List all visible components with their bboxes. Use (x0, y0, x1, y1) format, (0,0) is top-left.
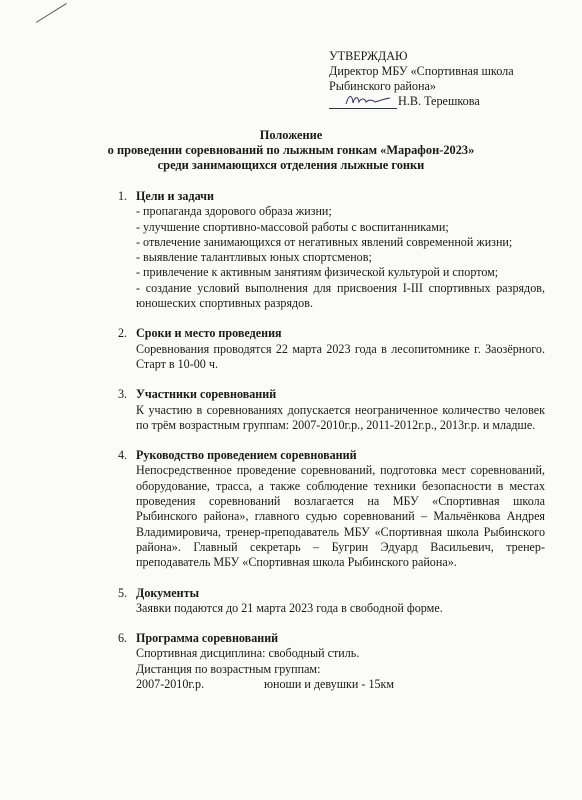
approval-organization: Рыбинского района» (329, 79, 436, 93)
section-title: Руководство проведением соревнований (136, 448, 357, 463)
section-number: 3. (118, 387, 128, 402)
sections (118, 189, 545, 707)
document-title (0, 128, 582, 173)
signature-row (329, 94, 569, 109)
section-documents (118, 586, 545, 617)
section-number: 1. (118, 189, 128, 203)
signature-line (329, 96, 397, 109)
handwritten-signature (343, 90, 393, 110)
section-title: Программа соревнований (136, 631, 279, 646)
signer-name: Н.В. Терешкова (398, 94, 480, 108)
list-item: - отвлечение занимающихся от негативных явлений современной жизни; (136, 234, 513, 249)
section-text: К участию в соревнованиях допускается неограниченное количество человек по трём возрастным группам: 2007-2010г.р., 2011-2012г.р., 2013г.р. и младше. (136, 402, 545, 432)
section-program (118, 631, 545, 692)
section-text: Заявки подаются до 21 марта 2023 года в свободной форме. (136, 600, 443, 615)
list-item: - привлечение к активным занятиям физической культурой и спортом; (136, 265, 499, 280)
program-group-row (136, 677, 545, 692)
section-participants (118, 387, 545, 433)
program-distance-heading: Дистанция по возрастным группам: (136, 661, 321, 676)
section-goals (118, 189, 545, 311)
approval-position: Директор МБУ «Спортивная школа (329, 64, 514, 78)
section-number: 4. (118, 448, 128, 463)
title-line-3: среди занимающихся отделения лыжные гонки (157, 158, 425, 172)
program-discipline: Спортивная дисциплина: свободный стиль. (136, 646, 360, 661)
pen-mark (36, 3, 67, 23)
section-title: Участники соревнований (136, 387, 277, 402)
section-title: Документы (136, 585, 200, 600)
approval-heading: УТВЕРЖДАЮ (329, 49, 408, 63)
section-dates (118, 326, 545, 372)
group-year: 2007-2010г.р. (136, 677, 205, 692)
list-item: - улучшение спортивно-массовой работы с воспитанниками; (136, 219, 449, 234)
section-management (118, 448, 545, 570)
list-item: - создание условий выполнения для присвоения I-III спортивных разрядов, юношеских спортивных разрядов. (136, 280, 545, 311)
title-line-1: Положение (259, 128, 323, 142)
section-number: 5. (118, 585, 128, 600)
list-item: - пропаганда здорового образа жизни; (136, 204, 332, 219)
section-number: 6. (118, 631, 128, 646)
approval-block (329, 49, 569, 109)
list-item: - выявление талантливых юных спортсменов; (136, 250, 372, 265)
group-description: юноши и девушки - 15км (264, 677, 395, 692)
section-text: Непосредственное проведение соревнований, подготовка мест соревнований, оборудование, трасса, а также соблюдение техники безопасности в местах проведения соревнований возлагается на МБУ «Спортивная школа Рыбинского района», главного судью соревнований – Мальчёнкова Андрея Владимировича, тренер-преподаватель МБУ «Спортивная школа Рыбинского района». Главный секретарь – Бугрин Эдуард Васильевич, тренер-преподаватель МБУ «Спортивная школа Рыбинского района». (136, 463, 545, 570)
section-title: Сроки и место проведения (136, 326, 282, 341)
section-number: 2. (118, 326, 128, 341)
section-title: Цели и задачи (136, 189, 214, 203)
section-text: Соревнования проводятся 22 марта 2023 года в лесопитомнике г. Заозёрного. Старт в 10-00 ч. (136, 341, 545, 371)
title-line-2: о проведении соревнований по лыжным гонкам «Марафон-2023» (107, 143, 475, 157)
